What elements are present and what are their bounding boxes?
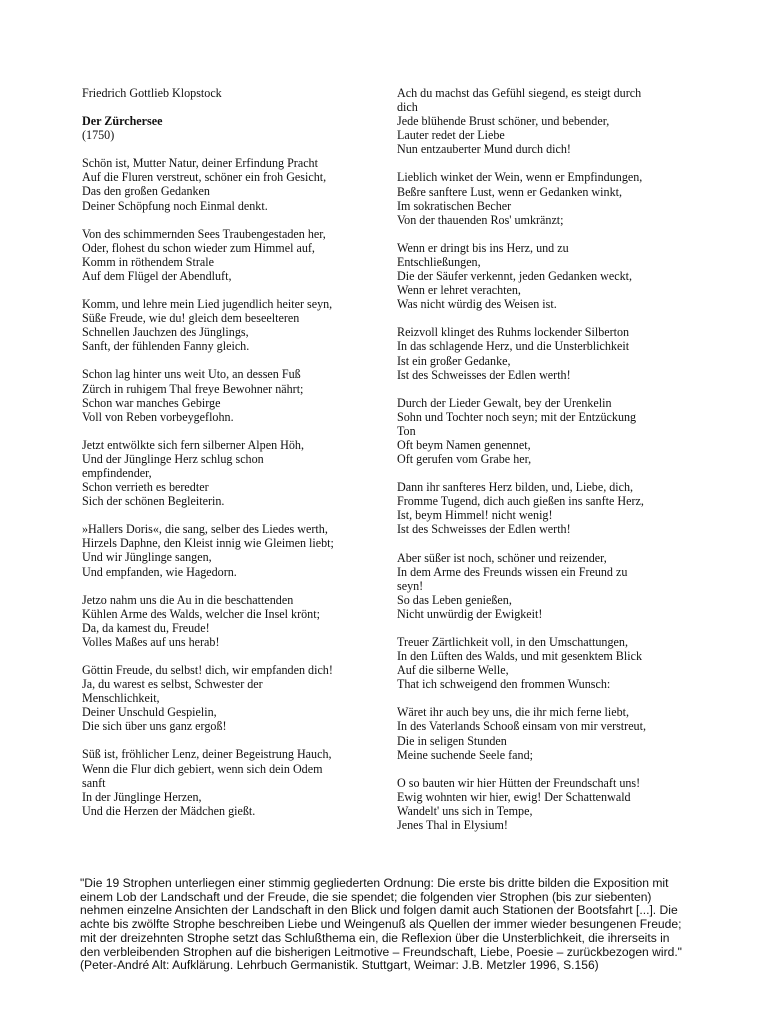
stanza-line: Von der thauenden Ros' umkränzt;: [397, 212, 564, 227]
stanza-line: Auf dem Flügel der Abendluft,: [82, 268, 232, 283]
stanza-line: Deiner Schöpfung noch Einmal denkt.: [82, 198, 268, 213]
stanza-line: Jetzo nahm uns die Au in die beschattenden: [82, 592, 294, 607]
stanza: [82, 156, 382, 212]
left-stanzas: [82, 156, 382, 818]
stanza: [82, 297, 382, 353]
stanza-line: Ach du machst das Gefühl siegend, es steigt durch: [397, 86, 642, 100]
stanza-line: Voll von Reben vorbeygeflohn.: [82, 409, 234, 424]
stanza-line: Wenn die Flur dich gebiert, wenn sich dein Odem: [82, 761, 323, 776]
stanza: [82, 522, 382, 578]
stanza-line: Schön ist, Mutter Natur, deiner Erfindung Pracht: [82, 156, 318, 171]
stanza: [82, 227, 382, 283]
stanza-line: Schnellen Jauchzen des Jünglings,: [82, 325, 249, 340]
stanza: [82, 367, 382, 423]
stanza-line: Oft beym Namen genennet,: [397, 437, 531, 452]
stanza-line: Wenn er dringt bis ins Herz, und zu: [397, 240, 569, 255]
stanza-line: empfindender,: [82, 465, 152, 480]
stanza: [82, 438, 382, 508]
stanza: [397, 86, 687, 156]
stanza-line: Und die Herzen der Mädchen gießt.: [82, 803, 256, 818]
stanza-line: Auf die Fluren verstreut, schöner ein froh Gesicht,: [82, 170, 327, 185]
right-stanzas: [397, 86, 687, 832]
quote-line: (Peter-André Alt: Aufklärung. Lehrbuch Germanistik. Stuttgart, Weimar: J.B. Metzler 1996, S.156): [80, 958, 599, 973]
quote-line: achte bis zwölfte Strophe beschreiben Liebe und Weingenuß als Quellen der immer wieder besungenen Freude;: [80, 917, 682, 932]
stanza-line: Schon verrieth es beredter: [82, 480, 209, 495]
stanza-line: Göttin Freude, du selbst! dich, wir empfanden dich!: [82, 663, 333, 677]
stanza-line: Die sich über uns ganz ergoß!: [82, 719, 227, 734]
stanza-line: Jenes Thal in Elysium!: [397, 818, 508, 833]
stanza-line: Nicht unwürdig der Ewigkeit!: [397, 606, 543, 621]
citation-quote: [80, 877, 690, 973]
stanza-line: Im sokratischen Becher: [397, 198, 512, 213]
stanza: [397, 396, 687, 466]
stanza-line: Lauter redet der Liebe: [397, 128, 505, 143]
stanza: [397, 325, 687, 381]
stanza-line: Das den großen Gedanken: [82, 184, 210, 199]
stanza-line: Treuer Zärtlichkeit voll, in den Umschattungen,: [397, 635, 628, 649]
stanza: [82, 593, 382, 649]
stanza: [82, 663, 382, 733]
stanza-line: In der Jünglinge Herzen,: [82, 789, 202, 804]
poem-title: Der Zürchersee: [82, 114, 163, 129]
stanza-line: Schon war manches Gebirge: [82, 395, 221, 410]
stanza-line: Volles Maßes auf uns herab!: [82, 634, 220, 649]
stanza-line: Deiner Unschuld Gespielin,: [82, 705, 217, 720]
stanza-line: Sich der schönen Begleiterin.: [82, 494, 225, 509]
stanza-line: Von des schimmernden Sees Traubengestaden her,: [82, 226, 326, 241]
stanza-line: Ist des Schweisses der Edlen werth!: [397, 522, 571, 537]
stanza-line: dich: [397, 100, 418, 115]
poem-right-column: [397, 86, 687, 846]
stanza: [397, 705, 687, 761]
stanza-line: Und der Jünglinge Herz schlug schon: [82, 451, 264, 466]
stanza-line: Oder, flohest du schon wieder zum Himmel auf,: [82, 240, 315, 255]
stanza-line: Entschließungen,: [397, 254, 481, 269]
stanza-line: Durch der Lieder Gewalt, bey der Urenkelin: [397, 395, 612, 410]
stanza-line: Ja, du warest es selbst, Schwester der: [82, 677, 263, 692]
stanza-line: Ist ein großer Gedanke,: [397, 353, 511, 368]
stanza-line: Wandelt' uns sich in Tempe,: [397, 803, 533, 818]
stanza-line: sanft: [82, 775, 106, 790]
stanza-line: In dem Arme des Freunds wissen ein Freund zu: [397, 564, 628, 579]
stanza-line: Hirzels Daphne, den Kleist innig wie Gleimen liebt;: [82, 536, 334, 551]
stanza-line: Oft gerufen vom Grabe her,: [397, 452, 532, 467]
stanza-line: Beßre sanftere Lust, wenn er Gedanken winkt,: [397, 184, 622, 199]
stanza-line: Die der Säufer verkennt, jeden Gedanken weckt,: [397, 269, 633, 284]
stanza-line: Aber süßer ist noch, schöner und reizender,: [397, 550, 607, 565]
stanza: [397, 776, 687, 832]
stanza-line: That ich schweigend den frommen Wunsch:: [397, 677, 611, 692]
stanza: [397, 170, 687, 226]
stanza-line: In das schlagende Herz, und die Unsterblichkeit: [397, 339, 630, 354]
stanza-line: Ist des Schweisses der Edlen werth!: [397, 367, 571, 382]
stanza-line: Da, da kamest du, Freude!: [82, 620, 210, 635]
stanza-line: Ewig wohnten wir hier, ewig! Der Schattenwald: [397, 789, 631, 804]
stanza-line: In den Lüften des Walds, und mit gesenktem Blick: [397, 649, 642, 664]
stanza-line: Meine suchende Seele fand;: [397, 747, 534, 762]
stanza-line: Komm in röthendem Strale: [82, 254, 214, 269]
stanza-line: Und wir Jünglinge sangen,: [82, 550, 212, 565]
stanza-line: Auf die silberne Welle,: [397, 663, 509, 678]
stanza-line: Ton: [397, 423, 416, 438]
stanza-line: Die in seligen Stunden: [397, 733, 507, 748]
stanza-line: Sohn und Tochter noch seyn; mit der Entzückung: [397, 409, 637, 424]
stanza-line: Dann ihr sanfteres Herz bilden, und, Liebe, dich,: [397, 480, 634, 495]
stanza-line: Sanft, der fühlenden Fanny gleich.: [82, 339, 250, 354]
stanza-line: Süß ist, fröhlicher Lenz, deiner Begeistrung Hauch,: [82, 747, 332, 762]
stanza-line: Menschlichkeit,: [82, 691, 160, 706]
quote-line: den verbleibenden Strophen auf die bisherigen Leitmotive – Freundschaft, Liebe, Poesie – zurückbezogen wird.": [80, 944, 682, 959]
quote-line: mit der dreizehnten Strophe setzt das Schlußthema ein, die Reflexion über die Unsterblichkeit, die ihrerseits in: [80, 930, 670, 945]
quote-line: "Die 19 Strophen unterliegen einer stimmig gegliederten Ordnung: Die erste bis dritte bilden die Exposition mit: [80, 876, 669, 890]
stanza-line: Was nicht würdig des Weisen ist.: [397, 297, 557, 312]
stanza: [397, 241, 687, 311]
stanza-line: Komm, und lehre mein Lied jugendlich heiter seyn,: [82, 297, 333, 312]
stanza-line: Zürch in ruhigem Thal freye Bewohner nährt;: [82, 381, 304, 396]
stanza-line: »Hallers Doris«, die sang, selber des Liedes werth,: [82, 522, 328, 537]
stanza-line: O so bauten wir hier Hütten der Freundschaft uns!: [397, 775, 641, 790]
stanza-line: So das Leben genießen,: [397, 592, 512, 607]
stanza-line: Ist, beym Himmel! nicht wenig!: [397, 508, 553, 523]
stanza: [397, 635, 687, 691]
stanza-line: Und empfanden, wie Hagedorn.: [82, 564, 237, 579]
stanza-line: seyn!: [397, 578, 424, 593]
stanza-line: Schon lag hinter uns weit Uto, an dessen Fuß: [82, 367, 301, 382]
quote-line: nehmen einzelne Ansichten der Landschaft in den Blick und folgen damit auch Stationen der Bootsfahrt [...]. Die: [80, 903, 678, 918]
stanza: [397, 480, 687, 536]
stanza-line: Reizvoll klinget des Ruhms lockender Silberton: [397, 325, 630, 340]
stanza-line: Kühlen Arme des Walds, welcher die Insel krönt;: [82, 606, 320, 621]
stanza-line: Süße Freude, wie du! gleich dem beseelteren: [82, 311, 300, 326]
stanza-line: In des Vaterlands Schooß einsam von mir verstreut,: [397, 719, 646, 734]
stanza-line: Jetzt entwölkte sich fern silberner Alpen Höh,: [82, 437, 304, 452]
poem-author: Friedrich Gottlieb Klopstock: [82, 86, 222, 100]
poem-left-column: [82, 86, 382, 832]
poem-year: (1750): [82, 128, 115, 143]
stanza-line: Wäret ihr auch bey uns, die ihr mich ferne liebt,: [397, 705, 630, 720]
stanza-line: Jede blühende Brust schöner, und bebender,: [397, 114, 610, 129]
stanza-line: Lieblich winket der Wein, wenn er Empfindungen,: [397, 170, 643, 185]
quote-line: einem Lob der Landschaft und der Freude, die sie spendet; die folgenden vier Strophen (bis zur siebenten): [80, 889, 652, 904]
stanza-line: Nun entzauberter Mund durch dich!: [397, 142, 571, 157]
stanza: [82, 747, 382, 817]
stanza-line: Fromme Tugend, dich auch gießen ins sanfte Herz,: [397, 494, 644, 509]
stanza: [397, 551, 687, 621]
stanza-line: Wenn er lehret verachten,: [397, 283, 521, 298]
